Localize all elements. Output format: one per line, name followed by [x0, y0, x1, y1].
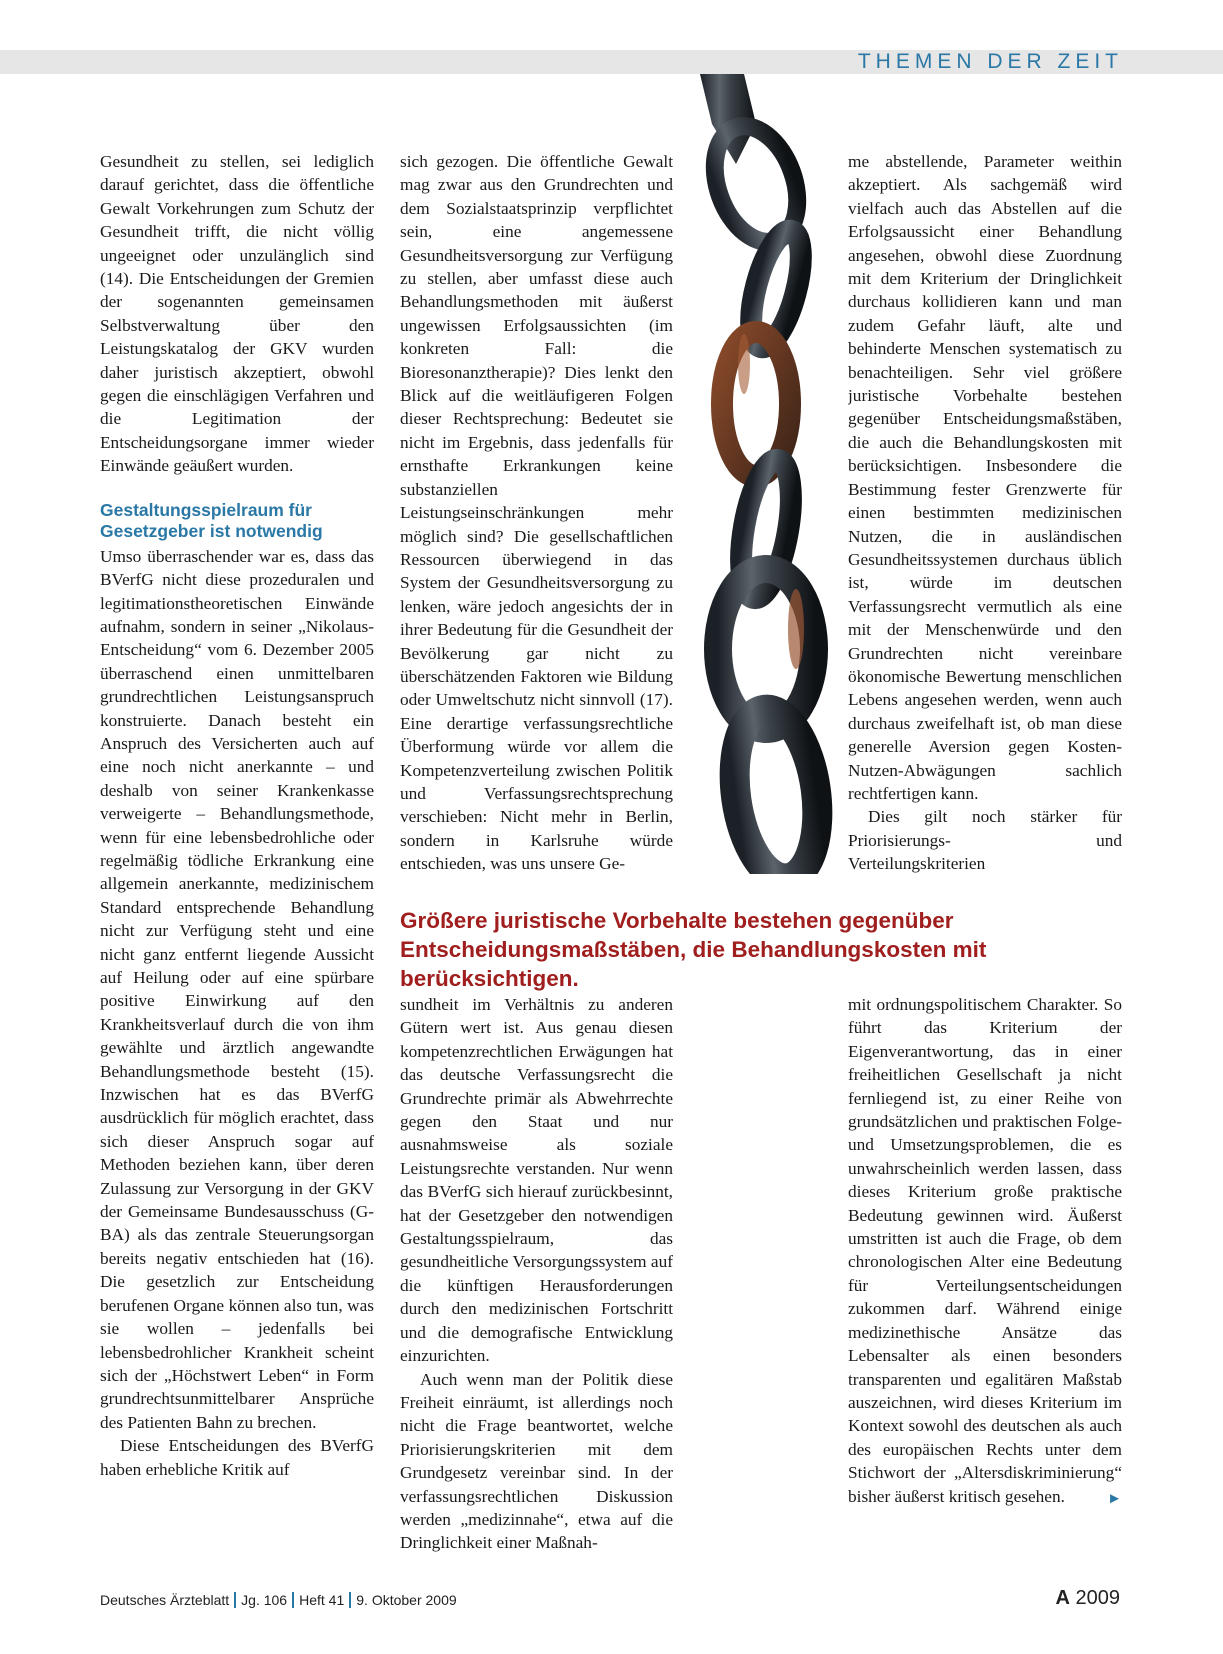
- footer-separator: [234, 1592, 236, 1608]
- column-2-bottom: [400, 993, 673, 1555]
- column-3-bottom: [848, 993, 1122, 1511]
- column-2-top: [400, 150, 673, 875]
- footer-separator: [292, 1592, 294, 1608]
- subheading: Gestaltungsspielraum für Gesetzgeber ist notwendig: [100, 499, 323, 542]
- footer-separator: [349, 1592, 351, 1608]
- issue: Heft 41: [299, 1592, 345, 1608]
- volume: Jg. 106: [241, 1592, 288, 1608]
- paragraph: me abstellende, Parameter weithin akzeptiert. Als sachgemäß wird vielfach auch das Abstellen auf die Erfolgsaussicht einer Behandlung angesehen, obwohl diese Zuordnung mit dem Kriterium der Dringlichkeit durchaus kollidieren kann und man zudem Gefahr läuft, alte und behinderte Menschen systematisch zu benachteiligen. Sehr viel größere juristische Vorbehalte bestehen gegenüber Entscheidungsmaßstäben, die auch die Behandlungskosten mit berücksichtigen. Insbesondere die Bestimmung fester Grenzwerte für einen bestimmten medizinischen Nutzen, die in ausländischen Gesundheitssystemen durchaus üblich ist, würde im deutschen Verfassungsrecht vermutlich als eine mit der Menschenwürde und den Grundrechten nicht vereinbare ökonomische Bewertung menschlichen Lebens angesehen werden, wenn auch durchaus zweifelhaft ist, ob man diese generelle Aversion gegen Kosten-Nutzen-Abwägungen sachlich rechtfertigen kann.: [848, 152, 1122, 803]
- pull-quote: Größere juristische Vorbehalte bestehen gegenüber Entscheidungsmaßstäben, die Behandlungskosten mit berücksichtigen.: [400, 908, 987, 991]
- issue-date: 9. Oktober 2009: [356, 1592, 457, 1608]
- paragraph: Dies gilt noch stärker für Priorisierungs- und Verteilungskriterien: [848, 807, 1122, 874]
- next-page-arrow-icon: ►: [1107, 1490, 1122, 1507]
- column-1: [100, 150, 374, 1481]
- section-title: THEMEN DER ZEIT: [857, 50, 1123, 73]
- column-3-top: [848, 150, 1122, 875]
- paragraph: sundheit im Verhältnis zu anderen Gütern wert ist. Aus genau diesen kompetenzrechtlichen Erwägungen hat das deutsche Verfassungsrecht die Grundrechte primär als Abwehrrechte gegen den Staat und nur ausnahmsweise als soziale Leistungsrechte verstanden. Nur wenn das BVerfG sich hierauf zurückbesinnt, hat der Gesetzgeber den notwendigen Gestaltungsspielraum, das gesundheitliche Versorgungssystem auf die künftigen Herausforderungen durch den medizinischen Fortschritt und die demografische Entwicklung einzurichten.: [400, 995, 673, 1366]
- paragraph: Auch wenn man der Politik diese Freiheit einräumt, ist allerdings noch nicht die Frage beantwortet, welche Priorisierungskriterien mit dem Grundgesetz vereinbar sind. In der verfassungsrechtlichen Diskussion werden „medizinnahe“, etwa auf die Dringlichkeit einer Maßnah-: [400, 1369, 673, 1553]
- journal-name: Deutsches Ärzteblatt: [100, 1592, 230, 1608]
- page-number-value: 2009: [1075, 1587, 1120, 1609]
- paragraph: Gesundheit zu stellen, sei lediglich darauf gerichtet, dass die öffentliche Gewalt Vorkehrungen zum Schutz der Gesundheit trifft, die nicht völlig ungeeignet oder unzulänglich sind (14). Die Entscheidungen der Gremien der sogenannten gemeinsamen Selbstverwaltung über den Leistungskatalog der GKV wurden daher juristisch akzeptiert, obwohl gegen die einschlägigen Verfahren und die Legitimation der Entscheidungsorgane immer wieder Einwände geäußert wurden.: [100, 152, 374, 476]
- paragraph: Umso überraschender war es, dass das BVerfG nicht diese prozeduralen und legitimationstheoretischen Einwände aufnahm, sondern in seiner „Nikolaus-Entscheidung“ vom 6. Dezember 2005 überraschend einen unmittelbaren grundrechtlichen Leistungsanspruch konstruierte. Danach besteht ein Anspruch des Versicherten auch auf eine noch nicht anerkannte – und deshalb von seiner Krankenkasse verweigerte – Behandlungsmethode, wenn für eine lebensbedrohliche oder regelmäßig tödliche Erkrankung eine allgemein anerkannte, medizinischem Standard entsprechende Behandlung nicht zur Verfügung steht und eine nicht ganz entfernt liegende Aussicht auf Heilung oder auf eine spürbare positive Einwirkung auf den Krankheitsverlauf durch die von ihm gewählte und ärztlich angewandte Behandlungsmethode besteht (15). Inzwischen hat es das BVerfG ausdrücklich für möglich erachtet, dass sich dieser Anspruch sogar auf Methoden beziehen kann, über deren Zulassung zur Versorgung in der GKV der Gemeinsame Bundesausschuss (G-BA) als das zentrale Steuerungsorgan bereits negativ entschieden hat (16). Die gesetzlich zur Entscheidung berufenen Organe können also tun, was sie wollen – jedenfalls bei lebensbedrohlicher Krankheit scheint sich der „Höchstwert Leben“ in Form grundrechtsunmittelbarer Ansprüche des Patienten Bahn zu brechen.: [100, 546, 374, 1432]
- footer: [100, 1588, 1120, 1612]
- paragraph: Diese Entscheidungen des BVerfG haben erhebliche Kritik auf: [100, 1436, 374, 1479]
- paragraph: sich gezogen. Die öffentliche Gewalt mag zwar aus den Grundrechten und dem Sozialstaatsprinzip verpflichtet sein, eine angemessene Gesundheitsversorgung zur Verfügung zu stellen, aber umfasst diese auch Behandlungsmethoden mit äußerst ungewissen Erfolgsaussichten (im konkreten Fall: die Bioresonanztherapie)? Dies lenkt den Blick auf die weitläufigeren Folgen dieser Rechtsprechung: Bedeutet sie nicht im Ergebnis, dass jedenfalls für ernsthafte Erkrankungen keine substanziellen Leistungseinschränkungen mehr möglich sind? Die gesellschaftlichen Ressourcen überwiegend in das System der Gesundheitsversorgung zu lenken, wäre jedoch angesichts der in ihrer Bedeutung für die Gesundheit der Bevölkerung gar nicht zu überschätzenden Faktoren wie Bildung oder Umweltschutz nicht sinnvoll (17). Eine derartige verfassungsrechtliche Überformung würde vor allem die Kompetenzverteilung zwischen Politik und Verfassungsrechtsprechung verschieben: Nicht mehr in Berlin, sondern in Karlsruhe würde entschieden, was uns unsere Ge-: [400, 152, 673, 874]
- page-number: [1055, 1586, 1120, 1610]
- paragraph-text: mit ordnungspolitischem Charakter. So führt das Kriterium der Eigenverantwortung, das in einer freiheitlichen Gesellschaft ja nicht fernliegend ist, zu einer Reihe von grundsätzlichen und praktischen Folge- und Umsetzungsproblemen, die es unwahrscheinlich werden lassen, dass dieses Kriterium große praktische Bedeutung gewinnen wird. Äußerst umstritten ist auch die Frage, ob dem chronologischen Alter eine Bedeutung für Verteilungsentscheidungen zukommen darf. Während einige medizinethische Ansätze das Lebensalter als einen besonders transparenten und egalitären Maßstab auszeichnen, wird dieses Kriterium im Kontext sowohl des deutschen als auch des europäischen Rechts unter dem Stichwort der „Altersdiskriminierung“ bisher äußerst kritisch gesehen.: [848, 995, 1122, 1506]
- chain-photo: [696, 74, 838, 874]
- page-letter: A: [1055, 1587, 1070, 1609]
- paragraph: [848, 993, 1122, 1508]
